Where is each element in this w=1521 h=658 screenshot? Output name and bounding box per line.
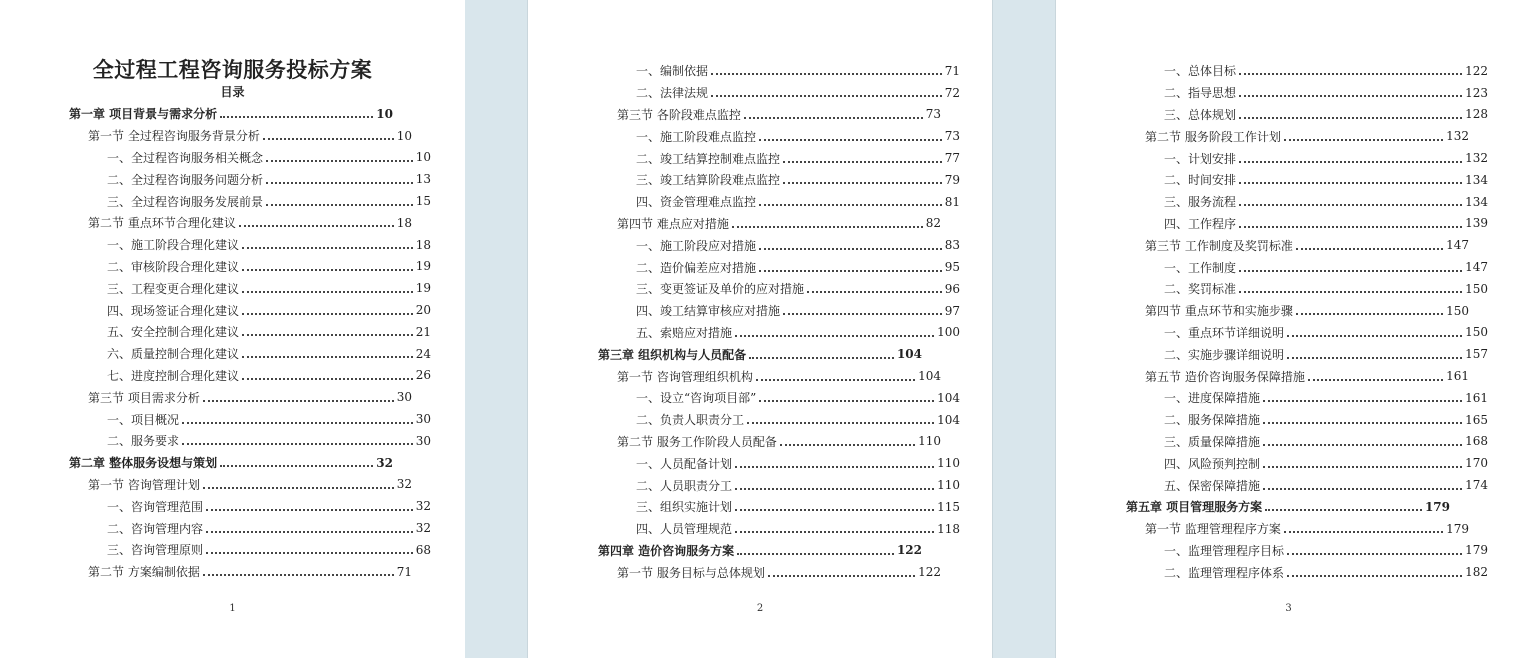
toc-entry-page: 161 (1465, 390, 1488, 405)
toc-entry-title: 第二节 服务工作阶段人员配备 (617, 434, 777, 449)
toc-entry[interactable] (598, 278, 960, 300)
toc-entry[interactable] (69, 452, 393, 474)
toc-entry-title: 三、变更签证及单价的应对措施 (636, 282, 805, 297)
toc-dot-leader (1263, 399, 1462, 402)
toc-entry-page: 19 (415, 281, 431, 296)
toc-entry[interactable] (1126, 474, 1488, 496)
toc-dot-leader (263, 137, 394, 140)
toc-entry-page: 30 (415, 433, 431, 448)
toc-entry-page: 32 (396, 477, 412, 492)
toc-entry-page: 128 (1465, 107, 1488, 122)
toc-dot-leader (744, 116, 923, 119)
toc-list (1056, 60, 1521, 583)
toc-entry[interactable] (1126, 125, 1469, 147)
toc-dot-leader (783, 160, 942, 163)
toc-entry-title: 二、服务保障措施 (1164, 413, 1261, 428)
toc-entry-title: 一、施工阶段应对措施 (636, 238, 757, 253)
toc-dot-leader (1308, 378, 1443, 381)
toc-entry-page: 71 (944, 63, 960, 78)
toc-entry[interactable] (69, 190, 431, 212)
toc-entry-title: 一、计划安排 (1164, 151, 1237, 166)
toc-entry-title: 四、风险预判控制 (1164, 456, 1261, 471)
toc-entry[interactable] (69, 256, 431, 278)
toc-entry[interactable] (69, 386, 412, 408)
toc-entry[interactable] (69, 539, 431, 561)
toc-entry-title: 四、现场签证合理化建议 (107, 303, 240, 318)
toc-entry-page: 104 (937, 390, 960, 405)
page-number: 3 (1285, 603, 1292, 614)
document-page-3 (1055, 0, 1521, 658)
toc-entry-title: 第一节 服务目标与总体规划 (617, 565, 765, 580)
toc-dot-leader (1287, 552, 1462, 555)
toc-entry-page: 77 (944, 151, 960, 166)
toc-list (528, 60, 992, 583)
toc-entry-title: 一、人员配备计划 (636, 456, 733, 471)
toc-entry-page: 26 (415, 368, 431, 383)
toc-dot-leader (732, 225, 923, 228)
toc-entry[interactable] (598, 234, 960, 256)
toc-entry-title: 三、组织实施计划 (636, 500, 733, 515)
toc-entry-page: 30 (415, 412, 431, 427)
toc-entry-title: 第一章 项目背景与需求分析 (69, 107, 218, 122)
toc-entry-title: 第三节 工作制度及奖罚标准 (1145, 238, 1293, 253)
toc-entry-page: 10 (396, 128, 412, 143)
toc-entry-title: 第一节 全过程咨询服务背景分析 (88, 129, 260, 144)
toc-dot-leader (1263, 443, 1462, 446)
toc-dot-leader (266, 181, 413, 184)
toc-entry-page: 32 (415, 521, 431, 536)
toc-dot-leader (711, 72, 942, 75)
toc-entry[interactable] (598, 60, 960, 82)
toc-entry-page: 174 (1465, 478, 1488, 493)
toc-entry[interactable] (598, 496, 960, 518)
toc-entry[interactable] (598, 387, 960, 409)
toc-entry-page: 110 (937, 456, 960, 471)
toc-entry-title: 第三节 项目需求分析 (88, 390, 200, 405)
toc-dot-leader (711, 94, 942, 97)
page-number: 1 (229, 603, 236, 614)
toc-entry-title: 二、服务要求 (107, 434, 180, 449)
toc-entry[interactable] (598, 147, 960, 169)
toc-dot-leader (735, 334, 934, 337)
toc-dot-leader (759, 269, 942, 272)
toc-entry-title: 五、安全控制合理化建议 (107, 325, 240, 340)
toc-entry[interactable] (1126, 496, 1450, 518)
document-title: 全过程工程咨询服务投标方案 (92, 57, 373, 82)
toc-entry[interactable] (1126, 278, 1488, 300)
toc-entry-page: 24 (415, 346, 431, 361)
toc-entry[interactable] (598, 125, 960, 147)
toc-entry-page: 13 (415, 172, 431, 187)
toc-dot-leader (1284, 530, 1443, 533)
toc-entry-title: 一、进度保障措施 (1164, 391, 1261, 406)
toc-entry-title: 三、总体规划 (1164, 107, 1237, 122)
toc-entry[interactable] (1126, 452, 1488, 474)
toc-entry-page: 182 (1465, 565, 1488, 580)
toc-entry-page: 110 (937, 478, 960, 493)
toc-entry-page: 122 (896, 543, 922, 558)
toc-entry-title: 第二节 服务阶段工作计划 (1145, 129, 1281, 144)
toc-entry-title: 二、法律法规 (636, 86, 709, 101)
toc-entry-page: 150 (1446, 303, 1469, 318)
toc-entry-page: 132 (1446, 129, 1469, 144)
toc-entry[interactable] (69, 234, 431, 256)
toc-entry[interactable] (598, 409, 960, 431)
toc-dot-leader (242, 246, 413, 249)
toc-entry-title: 二、全过程咨询服务问题分析 (107, 172, 264, 187)
toc-entry-page: 30 (396, 390, 412, 405)
toc-dot-leader (242, 333, 413, 336)
toc-entry-page: 168 (1465, 434, 1488, 449)
toc-entry[interactable] (598, 518, 960, 540)
toc-dot-leader (756, 378, 915, 381)
toc-dot-leader (737, 552, 894, 555)
toc-entry-page: 96 (944, 281, 960, 296)
toc-entry-title: 四、工作程序 (1164, 216, 1237, 231)
toc-dot-leader (1287, 334, 1462, 337)
toc-entry[interactable] (598, 256, 960, 278)
toc-entry[interactable] (598, 474, 960, 496)
toc-dot-leader (783, 181, 942, 184)
toc-entry-page: 179 (1465, 543, 1488, 558)
toc-entry[interactable] (69, 365, 431, 387)
toc-entry-page: 10 (415, 150, 431, 165)
toc-dot-leader (735, 508, 934, 511)
toc-dot-leader (759, 203, 942, 206)
toc-entry[interactable] (69, 168, 431, 190)
toc-dot-leader (1239, 225, 1462, 228)
toc-entry[interactable] (598, 300, 960, 322)
toc-entry-title: 四、竣工结算审核应对措施 (636, 304, 781, 319)
toc-entry[interactable] (1126, 169, 1488, 191)
toc-entry[interactable] (69, 277, 431, 299)
toc-dot-leader (1239, 116, 1462, 119)
toc-entry-page: 110 (918, 434, 941, 449)
toc-dot-leader (1265, 508, 1422, 511)
toc-entry-title: 一、全过程咨询服务相关概念 (107, 150, 264, 165)
toc-entry[interactable] (1126, 300, 1469, 322)
toc-entry-title: 第三节 各阶段难点监控 (617, 107, 741, 122)
toc-entry[interactable] (598, 169, 960, 191)
toc-entry[interactable] (69, 495, 431, 517)
page-number: 2 (756, 603, 764, 614)
toc-entry-page: 179 (1446, 521, 1469, 536)
toc-entry-page: 157 (1465, 347, 1488, 362)
toc-entry-title: 二、人员职责分工 (636, 478, 733, 493)
toc-entry[interactable] (1126, 409, 1488, 431)
toc-entry[interactable] (598, 540, 922, 562)
toc-entry[interactable] (69, 321, 431, 343)
toc-dot-leader (1263, 421, 1462, 424)
toc-entry[interactable] (1126, 365, 1469, 387)
toc-entry-title: 二、时间安排 (1164, 173, 1237, 188)
toc-entry[interactable] (1126, 147, 1488, 169)
toc-entry[interactable] (1126, 561, 1488, 583)
toc-entry-page: 115 (937, 499, 960, 514)
toc-entry[interactable] (69, 212, 412, 234)
toc-dot-leader (266, 203, 413, 206)
toc-dot-leader (203, 399, 394, 402)
toc-entry-page: 179 (1424, 499, 1450, 514)
toc-entry-page: 134 (1465, 194, 1488, 209)
toc-entry-page: 20 (415, 303, 431, 318)
toc-entry[interactable] (1126, 82, 1488, 104)
toc-dot-leader (783, 312, 942, 315)
toc-dot-leader (239, 224, 394, 227)
toc-dot-leader (747, 421, 934, 424)
toc-dot-leader (759, 399, 934, 402)
toc-dot-leader (1263, 487, 1462, 490)
toc-entry-page: 10 (376, 106, 393, 121)
toc-entry-title: 第五章 项目管理服务方案 (1126, 500, 1263, 515)
toc-dot-leader (242, 290, 413, 293)
toc-entry-title: 二、奖罚标准 (1164, 282, 1237, 297)
toc-dot-leader (749, 356, 894, 359)
toc-entry-title: 二、指导思想 (1164, 86, 1237, 101)
toc-entry-page: 147 (1465, 260, 1488, 275)
toc-dot-leader (1287, 356, 1462, 359)
toc-dot-leader (735, 530, 934, 533)
toc-entry[interactable] (598, 322, 960, 344)
toc-entry-title: 一、工作制度 (1164, 260, 1237, 275)
toc-entry[interactable] (69, 561, 412, 583)
toc-entry[interactable] (1126, 60, 1488, 82)
toc-entry-page: 150 (1465, 325, 1488, 340)
toc-entry-title: 第四节 重点环节和实施步骤 (1145, 304, 1293, 319)
toc-entry-title: 第五节 造价咨询服务保障措施 (1145, 369, 1305, 384)
toc-entry-title: 一、总体目标 (1164, 64, 1237, 79)
toc-dot-leader (203, 486, 394, 489)
toc-entry-page: 97 (944, 303, 960, 318)
toc-dot-leader (242, 268, 413, 271)
toc-entry-page: 122 (918, 565, 941, 580)
toc-entry-page: 122 (1465, 63, 1488, 78)
toc-dot-leader (1239, 269, 1462, 272)
toc-entry[interactable] (598, 452, 960, 474)
toc-entry[interactable] (69, 474, 412, 496)
toc-entry-title: 三、质量保障措施 (1164, 434, 1261, 449)
toc-entry-page: 132 (1465, 151, 1488, 166)
toc-dot-leader (759, 138, 942, 141)
toc-entry[interactable] (1126, 431, 1488, 453)
toc-entry-page: 73 (944, 129, 960, 144)
toc-entry-page: 100 (937, 325, 960, 340)
toc-entry[interactable] (1126, 387, 1488, 409)
toc-entry-title: 一、施工阶段合理化建议 (107, 238, 240, 253)
toc-entry-title: 二、实施步骤详细说明 (1164, 347, 1285, 362)
toc-entry-title: 二、监理管理程序体系 (1164, 565, 1285, 580)
toc-entry-title: 二、造价偏差应对措施 (636, 260, 757, 275)
toc-entry-title: 第一节 监理管理程序方案 (1145, 522, 1281, 537)
toc-entry-page: 18 (415, 237, 431, 252)
toc-entry-title: 二、竣工结算控制难点监控 (636, 151, 781, 166)
toc-entry-title: 一、咨询管理范围 (107, 499, 204, 514)
toc-entry-title: 二、负责人职责分工 (636, 413, 745, 428)
toc-entry-page: 161 (1446, 369, 1469, 384)
toc-dot-leader (1296, 312, 1443, 315)
toc-dot-leader (203, 573, 394, 576)
toc-entry-title: 第二章 整体服务设想与策划 (69, 456, 218, 471)
toc-entry-title: 四、资金管理难点监控 (636, 195, 757, 210)
toc-entry-title: 一、施工阶段难点监控 (636, 129, 757, 144)
toc-entry-title: 一、编制依据 (636, 64, 709, 79)
toc-entry[interactable] (69, 343, 431, 365)
toc-entry-title: 一、监理管理程序目标 (1164, 543, 1285, 558)
toc-entry-page: 83 (944, 238, 960, 253)
toc-dot-leader (206, 530, 413, 533)
toc-dot-leader (768, 574, 915, 577)
toc-entry-title: 一、重点环节详细说明 (1164, 325, 1285, 340)
toc-entry-title: 第二节 重点环节合理化建议 (88, 216, 236, 231)
toc-entry-page: 32 (415, 499, 431, 514)
document-page-1 (0, 0, 465, 658)
toc-heading: 目录 (220, 85, 245, 99)
toc-entry-title: 三、服务流程 (1164, 195, 1237, 210)
toc-entry-title: 三、竣工结算阶段难点监控 (636, 173, 781, 188)
toc-dot-leader (1287, 574, 1462, 577)
toc-dot-leader (735, 487, 934, 490)
toc-entry-page: 19 (415, 259, 431, 274)
toc-entry[interactable] (69, 430, 431, 452)
toc-entry-title: 一、设立“咨询项目部” (636, 391, 757, 406)
toc-entry-page: 139 (1465, 216, 1488, 231)
toc-dot-leader (206, 551, 413, 554)
toc-dot-leader (242, 355, 413, 358)
toc-entry-page: 123 (1465, 85, 1488, 100)
document-page-2 (527, 0, 993, 658)
toc-entry-page: 79 (944, 172, 960, 187)
toc-dot-leader (220, 115, 373, 118)
toc-entry-title: 七、进度控制合理化建议 (107, 368, 240, 383)
toc-entry-title: 二、咨询管理内容 (107, 521, 204, 536)
toc-entry[interactable] (1126, 256, 1488, 278)
toc-entry[interactable] (1126, 518, 1469, 540)
toc-entry[interactable] (598, 343, 922, 365)
toc-entry-page: 165 (1465, 412, 1488, 427)
toc-entry-title: 五、保密保障措施 (1164, 478, 1261, 493)
toc-entry-title: 第一节 咨询管理组织机构 (617, 369, 753, 384)
toc-dot-leader (735, 465, 934, 468)
toc-entry-page: 32 (376, 455, 393, 470)
toc-entry-page: 150 (1465, 281, 1488, 296)
toc-list (0, 103, 465, 583)
toc-entry-title: 三、全过程咨询服务发展前景 (107, 194, 264, 209)
toc-entry-title: 四、人员管理规范 (636, 522, 733, 537)
toc-entry[interactable] (1126, 104, 1488, 126)
toc-entry-page: 81 (944, 194, 960, 209)
toc-entry[interactable] (1126, 213, 1488, 235)
toc-entry[interactable] (69, 408, 431, 430)
toc-entry-title: 三、咨询管理原则 (107, 543, 204, 558)
toc-entry-page: 118 (937, 521, 960, 536)
toc-entry-page: 73 (925, 107, 941, 122)
toc-entry[interactable] (1126, 343, 1488, 365)
toc-entry-page: 104 (918, 369, 941, 384)
toc-entry-title: 六、质量控制合理化建议 (107, 347, 240, 362)
toc-entry-page: 82 (925, 216, 941, 231)
toc-entry-title: 五、索赔应对措施 (636, 325, 733, 340)
toc-entry-page: 72 (944, 85, 960, 100)
toc-dot-leader (1239, 94, 1462, 97)
toc-dot-leader (182, 442, 413, 445)
toc-dot-leader (1239, 290, 1462, 293)
toc-dot-leader (759, 247, 942, 250)
toc-entry-page: 95 (944, 260, 960, 275)
toc-dot-leader (1239, 72, 1462, 75)
toc-dot-leader (1239, 203, 1462, 206)
toc-entry-title: 三、工程变更合理化建议 (107, 281, 240, 296)
toc-entry[interactable] (598, 104, 941, 126)
toc-entry-page: 15 (415, 194, 431, 209)
toc-entry-page: 104 (896, 347, 922, 362)
toc-dot-leader (206, 508, 413, 511)
toc-entry[interactable] (598, 82, 960, 104)
toc-entry-title: 第四节 难点应对措施 (617, 216, 729, 231)
toc-dot-leader (220, 464, 373, 467)
toc-dot-leader (1239, 181, 1462, 184)
toc-entry-page: 134 (1465, 172, 1488, 187)
toc-dot-leader (1284, 138, 1443, 141)
toc-entry[interactable] (69, 103, 393, 125)
toc-entry-page: 21 (415, 324, 431, 339)
toc-entry-page: 147 (1446, 238, 1469, 253)
toc-entry[interactable] (598, 561, 941, 583)
toc-dot-leader (182, 421, 413, 424)
toc-entry-title: 第一节 咨询管理计划 (88, 477, 200, 492)
toc-entry[interactable] (1126, 322, 1488, 344)
toc-entry-page: 68 (415, 542, 431, 557)
toc-dot-leader (242, 377, 413, 380)
toc-entry-title: 第三章 组织机构与人员配备 (598, 347, 747, 362)
toc-entry[interactable] (1126, 234, 1469, 256)
toc-dot-leader (242, 312, 413, 315)
toc-dot-leader (1263, 465, 1462, 468)
toc-entry[interactable] (69, 517, 431, 539)
toc-entry[interactable] (598, 191, 960, 213)
toc-entry-page: 170 (1465, 456, 1488, 471)
toc-entry-title: 二、审核阶段合理化建议 (107, 259, 240, 274)
toc-entry-page: 104 (937, 412, 960, 427)
toc-entry-title: 第二节 方案编制依据 (88, 565, 200, 580)
toc-entry-page: 18 (396, 215, 412, 230)
toc-dot-leader (266, 159, 413, 162)
toc-entry[interactable] (69, 299, 431, 321)
toc-dot-leader (1239, 160, 1462, 163)
toc-dot-leader (1296, 247, 1443, 250)
toc-entry[interactable] (69, 125, 412, 147)
toc-entry[interactable] (1126, 191, 1488, 213)
toc-entry[interactable] (1126, 540, 1488, 562)
toc-entry[interactable] (598, 213, 941, 235)
toc-entry[interactable] (69, 147, 431, 169)
toc-entry-page: 71 (396, 564, 412, 579)
toc-entry-title: 一、项目概况 (107, 412, 180, 427)
toc-dot-leader (807, 290, 942, 293)
toc-entry[interactable] (598, 431, 941, 453)
toc-entry-title: 第四章 造价咨询服务方案 (598, 543, 735, 558)
toc-dot-leader (780, 443, 915, 446)
toc-entry[interactable] (598, 365, 941, 387)
